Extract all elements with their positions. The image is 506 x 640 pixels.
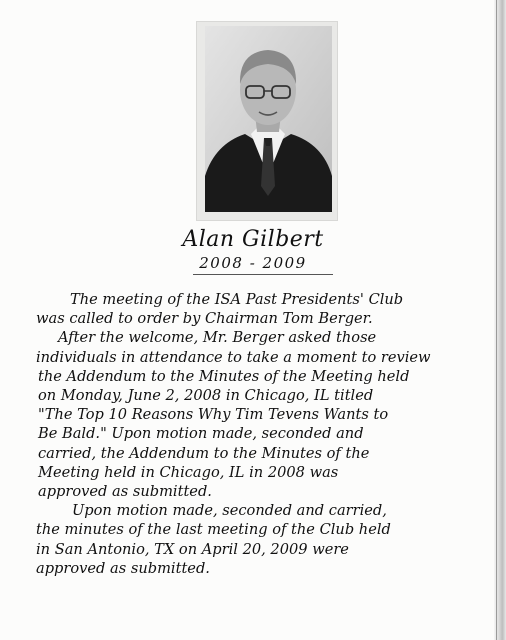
portrait-image <box>205 26 332 212</box>
binding-edge <box>496 0 497 640</box>
minutes-line: "The Top 10 Reasons Why Tim Tevens Wants to <box>38 406 389 424</box>
portrait-photo <box>205 26 332 212</box>
minutes-line: carried, the Addendum to the Minutes of the <box>38 444 370 462</box>
minutes-line: in San Antonio, TX on April 20, 2009 were <box>36 540 349 558</box>
president-name: Alan Gilbert <box>182 227 324 252</box>
minutes-line: the Addendum to the Minutes of the Meeting held <box>38 367 410 385</box>
minutes-line: approved as submitted. <box>38 483 212 501</box>
term-years: 2008 - 2009 <box>199 254 307 272</box>
meeting-minutes <box>36 290 476 578</box>
minutes-line: The meeting of the ISA Past Presidents' Club <box>70 291 404 308</box>
minutes-line: Be Bald." Upon motion made, seconded and <box>38 425 364 443</box>
minutes-line: the minutes of the last meeting of the Club held <box>36 521 391 539</box>
minutes-line: Meeting held in Chicago, IL in 2008 was <box>38 463 339 481</box>
minutes-line: Upon motion made, seconded and carried, <box>72 502 387 520</box>
minutes-line: was called to order by Chairman Tom Berger. <box>36 310 373 328</box>
minutes-line: approved as submitted. <box>36 559 210 577</box>
caption-underline <box>193 274 333 275</box>
minutes-line: individuals in attendance to take a moment to review <box>36 348 431 366</box>
minutes-line: After the welcome, Mr. Berger asked those <box>58 329 377 347</box>
minutes-line: on Monday, June 2, 2008 in Chicago, IL titled <box>38 387 374 405</box>
